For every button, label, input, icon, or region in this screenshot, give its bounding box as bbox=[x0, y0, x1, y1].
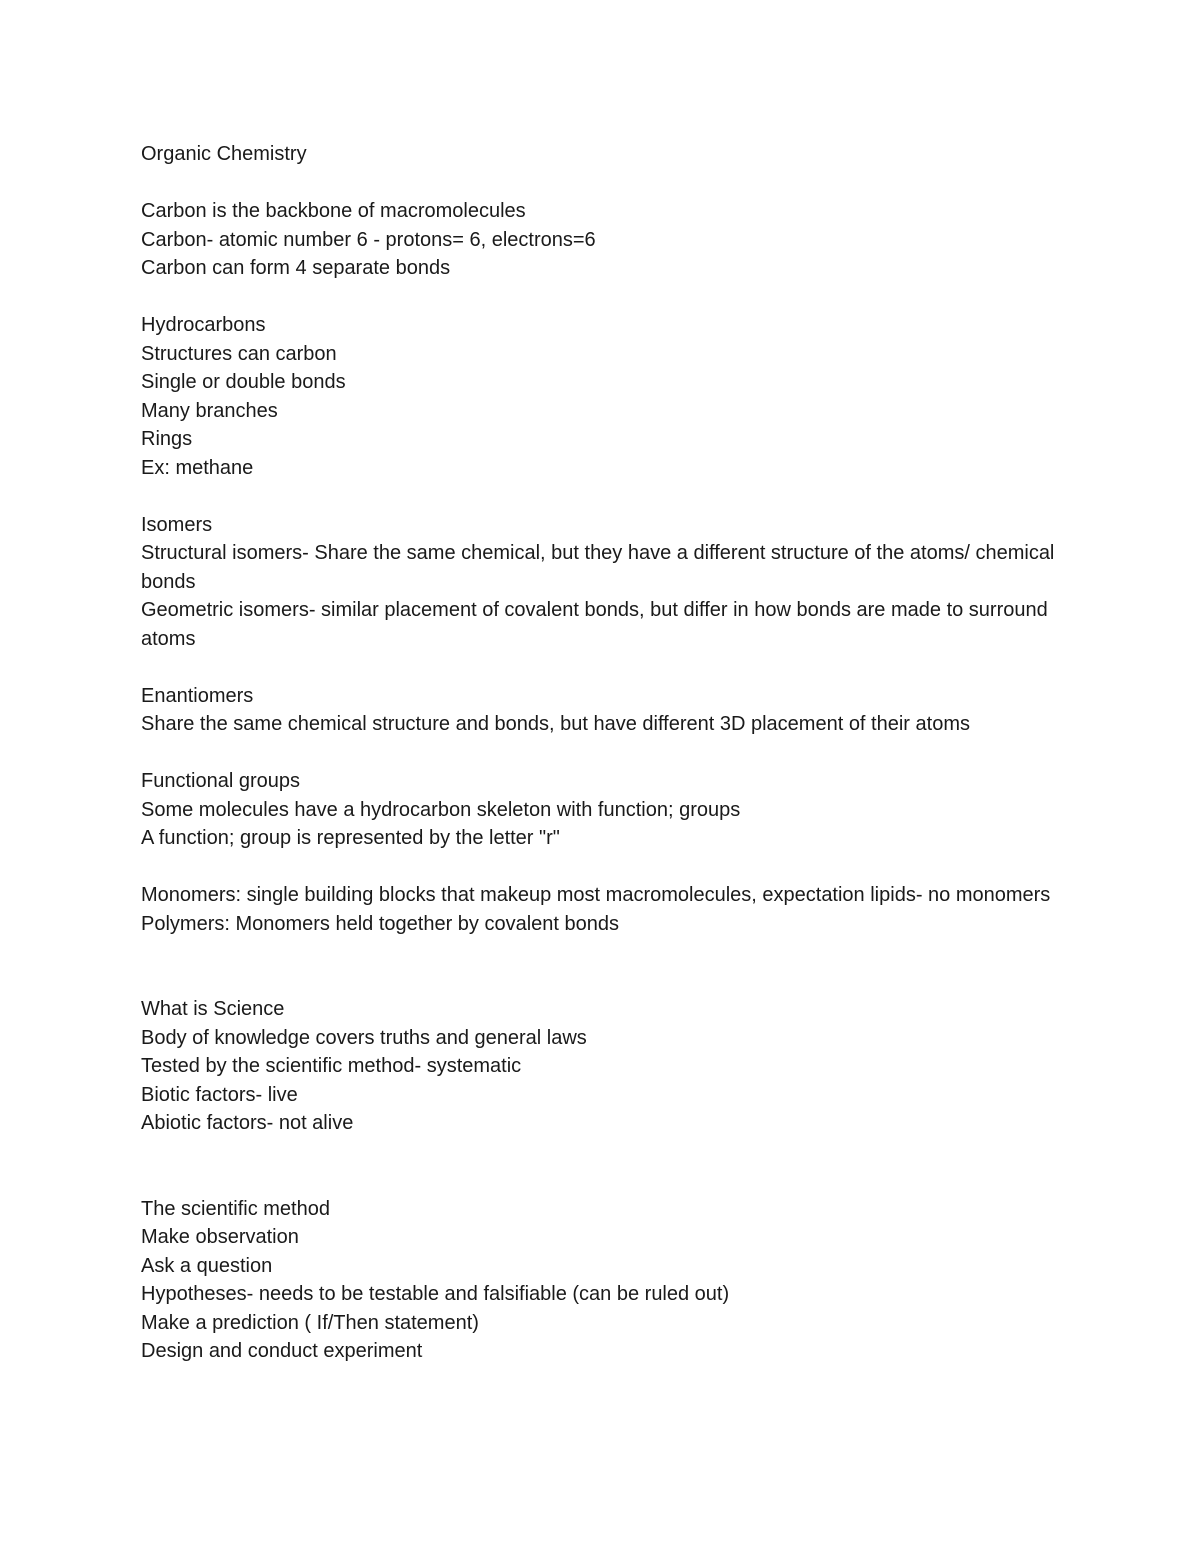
text-line: Carbon- atomic number 6 - protons= 6, electrons=6 bbox=[141, 228, 596, 251]
heading-hydrocarbons: Hydrocarbons bbox=[141, 314, 266, 336]
text-line: Design and conduct experiment bbox=[141, 1340, 423, 1362]
text-line: Share the same chemical structure and bonds, but have different 3D placement of their atoms bbox=[141, 713, 970, 735]
spacer bbox=[141, 482, 1061, 511]
document-body bbox=[141, 140, 1061, 1366]
spacer bbox=[141, 169, 1061, 198]
heading-scientific-method: The scientific method bbox=[141, 1197, 330, 1220]
text-line: Tested by the scientific method- systematic bbox=[141, 1055, 522, 1077]
heading-organic-chemistry: Organic Chemistry bbox=[141, 143, 307, 165]
text-line: Biotic factors- live bbox=[141, 1083, 298, 1106]
text-line: Many branches bbox=[141, 399, 278, 422]
text-line: Carbon can form 4 separate bonds bbox=[141, 257, 451, 279]
text-line: Rings bbox=[141, 428, 193, 450]
spacer bbox=[141, 739, 1061, 768]
text-line-polymers: Polymers: Monomers held together by covalent bonds bbox=[141, 912, 620, 935]
text-line: Structural isomers- Share the same chemical, but they have a different structure of the atoms/ chemical bonds bbox=[141, 542, 1055, 593]
text-line: Single or double bonds bbox=[141, 371, 346, 393]
text-line: Ask a question bbox=[141, 1254, 273, 1277]
spacer bbox=[141, 1138, 1061, 1195]
text-line: Hypotheses- needs to be testable and falsifiable (can be ruled out) bbox=[141, 1283, 730, 1305]
text-line: Carbon is the backbone of macromolecules bbox=[141, 200, 526, 222]
text-line: Structures can carbon bbox=[141, 342, 337, 365]
spacer bbox=[141, 283, 1061, 312]
spacer bbox=[141, 938, 1061, 995]
text-line: Make observation bbox=[141, 1226, 299, 1248]
heading-what-is-science: What is Science bbox=[141, 998, 285, 1020]
spacer bbox=[141, 853, 1061, 882]
text-line: Geometric isomers- similar placement of covalent bonds, but differ in how bonds are made to surround atoms bbox=[141, 599, 1048, 650]
heading-isomers: Isomers bbox=[141, 513, 213, 536]
heading-enantiomers: Enantiomers bbox=[141, 684, 254, 707]
spacer bbox=[141, 653, 1061, 682]
text-line: A function; group is represented by the letter "r" bbox=[141, 827, 560, 849]
text-line-monomers: Monomers: single building blocks that makeup most macromolecules, expectation lipids- no monomers bbox=[141, 884, 1051, 906]
text-line: Make a prediction ( If/Then statement) bbox=[141, 1311, 479, 1334]
text-line: Ex: methane bbox=[141, 456, 254, 479]
text-line: Body of knowledge covers truths and general laws bbox=[141, 1026, 587, 1049]
text-line: Abiotic factors- not alive bbox=[141, 1112, 354, 1134]
heading-functional-groups: Functional groups bbox=[141, 770, 300, 792]
text-line: Some molecules have a hydrocarbon skeleton with function; groups bbox=[141, 798, 741, 821]
